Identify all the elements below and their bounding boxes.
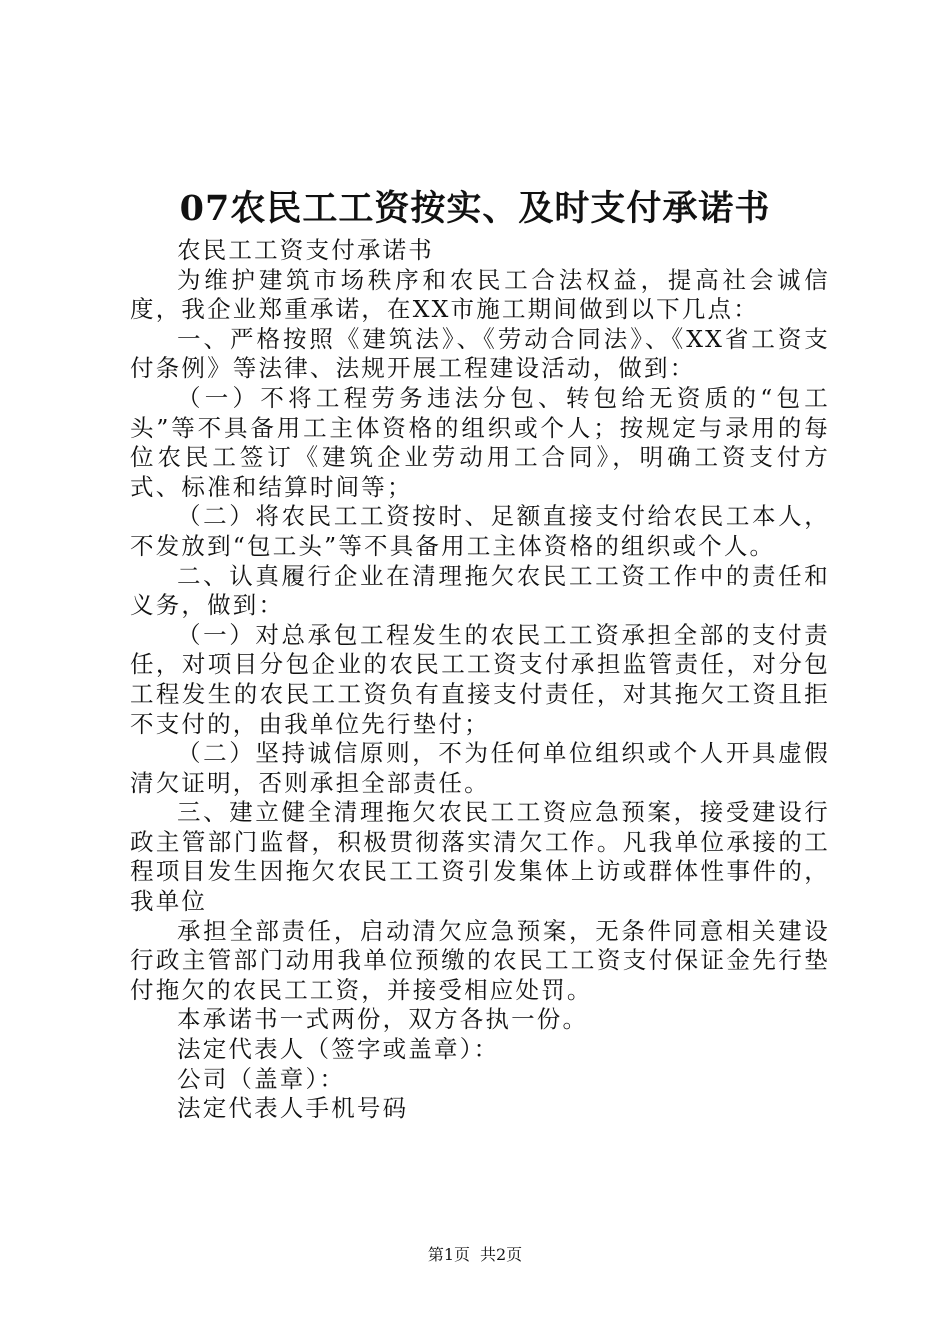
section-two-item-two: （二）坚持诚信原则，不为任何单位组织或个人开具虚假清欠证明，否则承担全部责任。 bbox=[130, 739, 830, 797]
copies-statement: 本承诺书一式两份，双方各执一份。 bbox=[177, 1005, 589, 1034]
section-one-item-one: （一）不将工程劳务违法分包、转包给无资质的“包工头”等不具备用工主体资格的组织或个人；按规定与录用的每位农民工签订《建筑企业劳动用工合同》，明确工资支付方式、标准和结算时间等； bbox=[130, 383, 830, 501]
page-footer bbox=[0, 1244, 950, 1266]
section-three-paragraph: 三、建立健全清理拖欠农民工工资应急预案，接受建设行政主管部门监督，积极贯彻落实清欠工作。凡我单位承接的工程项目发生因拖欠农民工工资引发集体上访或群体性事件的，我单位 bbox=[130, 798, 830, 916]
page-total: 共2页 bbox=[480, 1245, 523, 1264]
section-two-heading: 二、认真履行企业在清理拖欠农民工工资工作中的责任和义务，做到： bbox=[130, 561, 830, 620]
subtitle-paragraph: 农民工工资支付承诺书 bbox=[177, 236, 434, 264]
section-three-continuation: 承担全部责任，启动清欠应急预案，无条件同意相关建设行政主管部门动用我单位预缴的农民工工资支付保证金先行垫付拖欠的农民工工资，并接受相应处罚。 bbox=[130, 916, 830, 1004]
company-seal-line: 公司（盖章）： bbox=[177, 1064, 346, 1093]
document-body bbox=[130, 236, 830, 1124]
section-one-item-two: （二）将农民工工资按时、足额直接支付给农民工本人，不发放到“包工头”等不具备用工主体资格的组织或个人。 bbox=[130, 502, 830, 560]
intro-paragraph: 为维护建筑市场秩序和农民工合法权益，提高社会诚信度，我企业郑重承诺，在XX市施工期间做到以下几点： bbox=[130, 265, 830, 324]
legal-representative-phone-line: 法定代表人手机号码 bbox=[177, 1094, 409, 1123]
document-title: 07农民工工资按实、及时支付承诺书 bbox=[179, 188, 771, 229]
page-number: 第1页 bbox=[427, 1245, 470, 1264]
section-two-item-one: （一）对总承包工程发生的农民工工资承担全部的支付责任，对项目分包企业的农民工工资支付承担监管责任，对分包工程发生的农民工工资负有直接支付责任，对其拖欠工资且拒不支付的，由我单位先行垫付； bbox=[130, 620, 830, 738]
legal-representative-signature-line: 法定代表人（签字或盖章）： bbox=[177, 1035, 500, 1064]
section-one-heading: 一、严格按照《建筑法》、《劳动合同法》、《XX省工资支付条例》等法律、法规开展工程建设活动，做到： bbox=[130, 324, 830, 383]
